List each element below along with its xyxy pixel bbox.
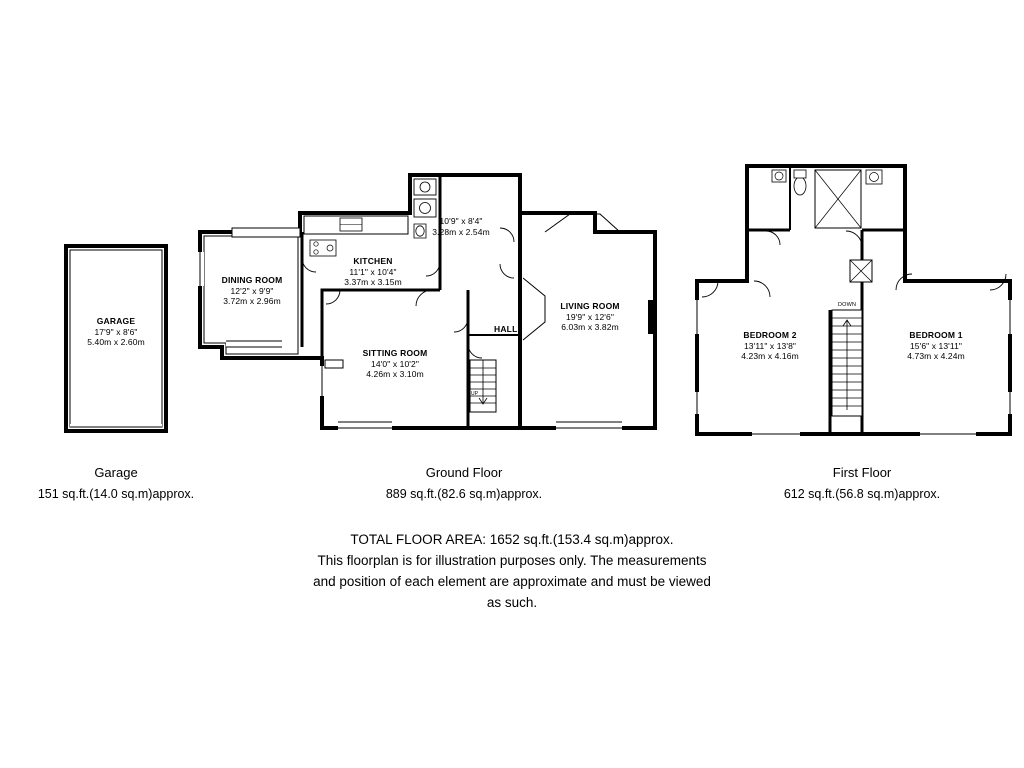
room-label-garage [46, 316, 186, 348]
bedroom1-dim-imperial: 15'6" x 13'11" [909, 340, 963, 351]
room-label-utility [388, 216, 534, 237]
dining-dim-imperial: 12'2" x 9'9" [230, 285, 274, 296]
utility-dim-metric: 3.28m x 2.54m [432, 226, 490, 237]
disclaimer-line-2: and position of each element are approximate and must be viewed [313, 573, 711, 589]
room-label-hall: HALL [494, 324, 518, 334]
garage-dim-metric: 5.40m x 2.60m [87, 337, 145, 348]
room-label-bedroom1 [866, 330, 1006, 362]
garage-name: GARAGE [96, 316, 136, 326]
floor-caption-first [700, 465, 1024, 501]
bedroom2-dim-imperial: 13'11" x 13'8" [743, 340, 797, 351]
room-label-sitting [325, 348, 465, 380]
first-floor-title: First Floor [832, 465, 892, 480]
bedroom1-name: BEDROOM 1 [909, 330, 963, 340]
kitchen-dim-metric: 3.37m x 3.15m [344, 277, 402, 288]
floor-caption-garage [0, 465, 232, 501]
disclaimer-line-1: This floorplan is for illustration purposes only. The measurements [317, 552, 707, 568]
stair-marker-up: UP [471, 391, 479, 397]
floor-caption-ground [307, 465, 621, 501]
living-dim-imperial: 19'9" x 12'6" [566, 311, 614, 322]
kitchen-dim-imperial: 11'1" x 10'4" [349, 266, 397, 277]
utility-dim-imperial: 10'9" x 8'4" [439, 216, 483, 226]
ground-stairs [470, 360, 496, 412]
room-label-dining [182, 275, 322, 307]
first-floor-stairs [832, 310, 862, 416]
ground-floor-title: Ground Floor [425, 465, 503, 480]
dining-name: DINING ROOM [221, 275, 283, 285]
garage-dim-imperial: 17'9" x 8'6" [94, 326, 138, 337]
bedroom2-dim-metric: 4.23m x 4.16m [741, 351, 799, 362]
footer-note [0, 530, 1024, 614]
room-label-bedroom2 [700, 330, 840, 362]
bedroom2-name: BEDROOM 2 [743, 330, 797, 340]
garage-floor-area: 151 sq.ft.(14.0 sq.m)approx. [37, 487, 195, 501]
ground-floor-area: 889 sq.ft.(82.6 sq.m)approx. [385, 487, 543, 501]
kitchen-name: KITCHEN [353, 256, 393, 266]
room-label-living [520, 301, 660, 333]
dining-dim-metric: 3.72m x 2.96m [223, 296, 281, 307]
sitting-dim-metric: 4.26m x 3.10m [366, 369, 424, 380]
stair-marker-down: DOWN [838, 302, 857, 308]
bedroom1-dim-metric: 4.73m x 4.24m [907, 351, 965, 362]
sitting-name: SITTING ROOM [362, 348, 428, 358]
garage-floor-title: Garage [94, 465, 138, 480]
disclaimer-line-3: as such. [486, 594, 538, 610]
living-name: LIVING ROOM [560, 301, 620, 311]
room-label-kitchen [305, 256, 441, 288]
first-floor-area: 612 sq.ft.(56.8 sq.m)approx. [783, 487, 941, 501]
total-floor-area: TOTAL FLOOR AREA: 1652 sq.ft.(153.4 sq.m)approx. [350, 532, 674, 547]
sitting-dim-imperial: 14'0" x 10'2" [371, 358, 419, 369]
living-dim-metric: 6.03m x 3.82m [561, 322, 619, 333]
